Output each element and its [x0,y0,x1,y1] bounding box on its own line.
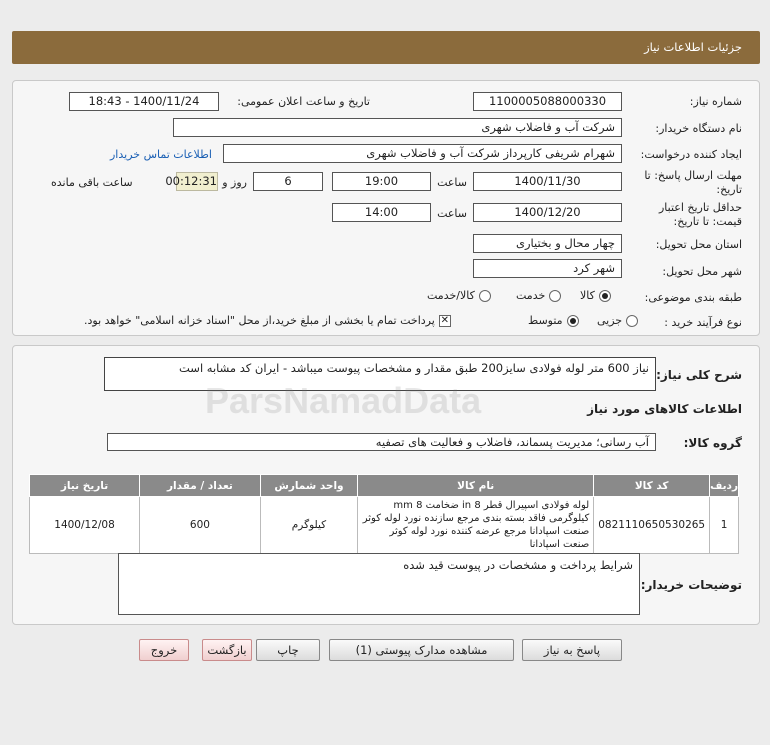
cell-unit: کیلوگرم [260,497,357,554]
watermark-brand: ParsNamadData [205,380,482,421]
validity-time-label: ساعت [437,207,467,220]
process-option-medium[interactable]: متوسط [528,314,579,327]
days-field[interactable]: 6 [253,172,323,191]
print-button[interactable]: چاپ [256,639,320,661]
deadline-date-field[interactable]: 1400/11/30 [473,172,622,191]
page-title: جزئیات اطلاعات نیاز [644,40,742,54]
days-label: روز و [222,176,247,189]
contact-buyer-link[interactable]: اطلاعات تماس خریدار [110,148,212,161]
need-number-label: شماره نیاز: [689,95,742,108]
col-qty: تعداد / مقدار [140,475,261,497]
validity-label-1: حداقل تاریخ اعتبار [658,201,742,214]
category-option-goods[interactable]: کالا [580,289,611,302]
col-date: تاریخ نیاز [30,475,140,497]
goods-group-field[interactable]: آب رسانی؛ مدیریت پسماند، فاضلاب و فعالیت های تصفیه [107,433,656,451]
cell-name: لوله فولادی اسپیرال قطر 8 in ضخامت 8 mm کیلوگرمی فاقد بسته بندی مرجع سازنده نورد لوله کوثر صنعت اسپادانا مرجع عرضه کننده نورد لوله کوثر صنعت اسپادانا [358,497,594,554]
radio-selected-icon[interactable] [599,290,611,302]
province-label: استان محل تحویل: [655,238,742,251]
creator-field[interactable]: شهرام شریفی کارپرداز شرکت آب و فاضلاب شهری [223,144,622,163]
remaining-time-field: 00:12:31 [176,172,218,191]
deadline-label-1: مهلت ارسال پاسخ: تا [644,169,742,182]
reply-button[interactable]: پاسخ به نیاز [522,639,622,661]
radio-selected-icon[interactable] [567,315,579,327]
announce-label: تاریخ و ساعت اعلان عمومی: [237,95,370,108]
validity-time-field[interactable]: 14:00 [332,203,431,222]
buyer-field[interactable]: شرکت آب و فاضلاب شهری [173,118,622,137]
page-header [12,31,760,64]
goods-group-label: گروه کالا: [683,436,742,450]
summary-field[interactable]: نیاز 600 متر لوله فولادی سایز200 طبق مقدار و مشخصات پیوست میباشد - ایران کد مشابه است [104,357,656,391]
category-option-service[interactable]: خدمت [516,289,561,302]
validity-date-field[interactable]: 1400/12/20 [473,203,622,222]
goods-table [29,474,739,554]
deadline-label-2: تاریخ: [716,183,742,196]
validity-label-2: قیمت: تا تاریخ: [673,215,742,228]
cell-row: 1 [710,497,739,554]
col-code: کد کالا [594,475,710,497]
col-name: نام کالا [358,475,594,497]
radio-icon[interactable] [626,315,638,327]
buyer-label: نام دستگاه خریدار: [655,122,742,135]
cell-code: 0821110650530265 [594,497,710,554]
deadline-time-field[interactable]: 19:00 [332,172,431,191]
need-number-field[interactable]: 1100005088000330 [473,92,622,111]
city-label: شهر محل تحویل: [662,265,742,278]
radio-icon[interactable] [479,290,491,302]
creator-label: ایجاد کننده درخواست: [640,148,742,161]
back-button[interactable]: بازگشت [202,639,252,661]
exit-button[interactable]: خروج [139,639,189,661]
summary-label: شرح کلی نیاز: [656,368,742,382]
deadline-time-label: ساعت [437,176,467,189]
announce-field[interactable]: 1400/11/24 - 18:43 [69,92,219,111]
category-label: طبقه بندی موضوعی: [644,291,742,304]
process-option-minor[interactable]: جزیی [597,314,638,327]
view-attachments-button[interactable]: مشاهده مدارک پیوستی (1) [329,639,514,661]
cell-date: 1400/12/08 [30,497,140,554]
category-option-goods-service[interactable]: کالا/خدمت [427,289,491,302]
radio-icon[interactable] [549,290,561,302]
col-row: ردیف [710,475,739,497]
table-header-row [30,475,739,497]
city-field[interactable]: شهر کرد [473,259,622,278]
goods-section-title: اطلاعات کالاهای مورد نیاز [587,402,742,416]
treasury-payment-option[interactable]: ✕ پرداخت تمام یا بخشی از مبلغ خرید،از محل "اسناد خزانه اسلامی" خواهد بود. [84,314,449,327]
cell-qty: 600 [140,497,261,554]
province-field[interactable]: چهار محال و بختیاری [473,234,622,253]
checkbox-disabled-icon[interactable]: ✕ [440,314,449,326]
col-unit: واحد شمارش [260,475,357,497]
goods-table-container [29,474,739,554]
buyer-notes-label: توضیحات خریدار: [640,578,742,592]
process-label: نوع فرآیند خرید : [664,316,742,329]
remaining-label: ساعت باقی مانده [51,176,133,189]
buyer-notes-field[interactable]: شرایط پرداخت و مشخصات در پیوست قید شده [118,553,640,615]
table-row[interactable] [30,497,739,554]
